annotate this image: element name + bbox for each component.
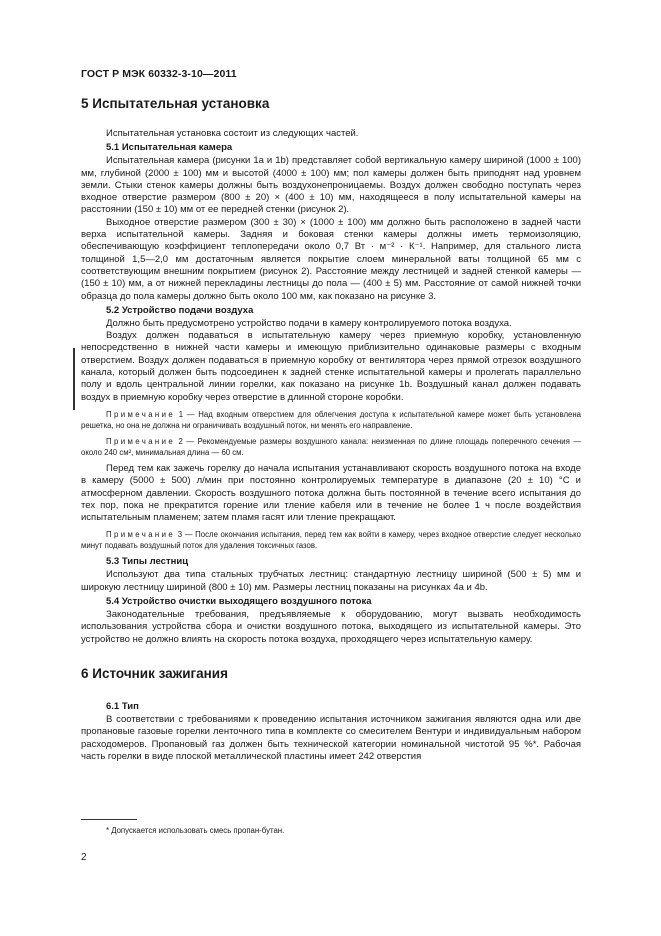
subsection-5-1-paragraph-1: Испытательная камера (рисунки 1a и 1b) представляет собой вертикальную камеру шириной (1000 ± 100) мм, глубиной (2000 ± 100) мм и высотой (4000 ± 100) мм; пол камеры должен быть приподнят над уровнем земли. Стыки стенок камеры должны быть воздухонепроницаемы. Воздух должен свободно поступать через входное отверстие размером (800 ± 20) × (400 ± 10) мм, находящееся в полу испытательной камеры на расстоянии (150 ± 10) мм от ее передней стенки (рисунок 2). bbox=[81, 155, 581, 216]
footnote-separator bbox=[81, 819, 137, 820]
note-2-text: 2 — Рекомендуемые размеры воздушного канала: неизменная по длине площадь поперечного сечения — около 240 см², минимальная длина — 60 см. bbox=[81, 436, 581, 457]
footnote: * Допускается использовать смесь пропан-бутан. bbox=[106, 826, 285, 835]
subsection-5-2-paragraph-3: Перед тем как зажечь горелку до начала испытания устанавливают скорость воздушного потока на входе в камеру (5000 ± 500) л/мин при постоянно контролируемых температуре в диапазоне (20 ± 10) °С и атмосферном давлении. Скорость воздушного потока должна быть постоянной в течение всего испытания до тех пор, пока не прекратится горение или тление кабеля или в течение не более 1 ч после воздействия испытательным пламенем; затем пламя гасят или тление прекращают. bbox=[81, 462, 581, 524]
subsection-6-1-title: 6.1 Тип bbox=[106, 700, 139, 712]
note-1-text: 1 — Над входным отверстием для облегчения доступа к испытательной камере может быть установлена решетка, но она не должна ни ограничивать воздушный поток, ни менять его направление. bbox=[81, 409, 581, 430]
section-5-intro: Испытательная установка состоит из следующих частей. bbox=[106, 128, 359, 139]
note-3-label: Примечание bbox=[106, 530, 176, 540]
document-header: ГОСТ Р МЭК 60332-3-10—2011 bbox=[81, 68, 237, 80]
subsection-5-2-paragraph-2: Воздух должен подаваться в испытательную камеру через приемную коробку, установленную непосредственно в нижней части камеры и имеющую приблизительно одинаковые размеры с входным отверстием. Воздух должен подаваться в приемную коробку от вентилятора через прямой отрезок воздушного канала, который должен быть подсоединен к задней стенке испытательной камеры и пролегать параллельно полу и вдоль центральной линии горелки, как показано на рисунке 1b. Воздушный канал должен подавать воздух в приемную коробку через отверстие в длинной стороне коробки. bbox=[81, 330, 581, 403]
section-5-title: 5 Испытательная установка bbox=[81, 96, 270, 111]
subsection-5-3-title: 5.3 Типы лестниц bbox=[106, 556, 189, 568]
change-bar bbox=[73, 348, 75, 410]
subsection-5-1-title: 5.1 Испытательная камера bbox=[106, 142, 233, 154]
subsection-5-4-paragraph-1: Законодательные требования, предъявляемые к оборудованию, могут вызвать необходимость использования устройства сбора и очистки воздушного потока, выходящего из испытательной камеры. Это устройство не должно влиять на скорость потока воздуха, проходящего через испытательную камеру. bbox=[81, 609, 581, 645]
page-number: 2 bbox=[81, 852, 87, 863]
subsection-5-1-paragraph-2: Выходное отверстие размером (300 ± 30) × (1000 ± 100) мм должно быть расположено в задней части верха испытательной камеры. Задняя и боковая стенки камеры должны иметь термоизоляцию, обеспечивающую коэффициент теплопередачи около 0,7 Вт · м⁻² · К⁻¹. Например, для стального листа толщиной 1,5—2,0 мм достаточным является покрытие слоем минеральной ваты толщиной 65 мм с соответствующим внешним покрытием (рисунок 2). Расстояние между лестницей и задней стенкой камеры — (150 ± 10) мм, а от нижней перекладины лестницы до пола — (400 ± 5) мм. Расстояние от самой нижней точки образца до пола камеры должно быть около 100 мм, как показано на рисунке 3. bbox=[81, 216, 581, 302]
note-1 bbox=[81, 409, 581, 431]
section-6-title: 6 Источник зажигания bbox=[81, 665, 228, 681]
subsection-5-4-title: 5.4 Устройство очистки выходящего воздушного потока bbox=[106, 596, 372, 608]
subsection-5-3-paragraph-1: Используют два типа стальных трубчатых лестниц: стандартную лестницу шириной (500 ± 5) мм и широкую лестницу шириной (800 ± 10) мм. Размеры лестниц показаны на рисунках 4a и 4b. bbox=[81, 569, 581, 593]
note-3-text: 3 — После окончания испытания, перед тем как войти в камеру, через входное отверстие следует несколько минут подавать воздушный поток для удаления токсичных газов. bbox=[81, 530, 581, 551]
note-3 bbox=[81, 529, 581, 551]
note-2 bbox=[81, 436, 581, 458]
note-2-label: Примечание bbox=[106, 436, 176, 446]
page-content bbox=[81, 96, 581, 763]
subsection-5-2-paragraph-1: Должно быть предусмотрено устройство подачи в камеру контролируемого потока воздуха. bbox=[106, 317, 512, 329]
subsection-5-2-title: 5.2 Устройство подачи воздуха bbox=[106, 304, 254, 316]
note-1-label: Примечание bbox=[106, 409, 176, 419]
subsection-6-1-paragraph-1: В соответствии с требованиями к проведению испытания источником зажигания являются одна или две пропановые газовые горелки ленточного типа в комплекте со смесителем Вентури и индивидуальным набором расходомеров. Пропановый газ должен быть технической категории номинальной чистотой 95 %*. Рабочая часть горелки в виде плоской металлической пластины имеет 242 отверстия bbox=[81, 713, 581, 762]
